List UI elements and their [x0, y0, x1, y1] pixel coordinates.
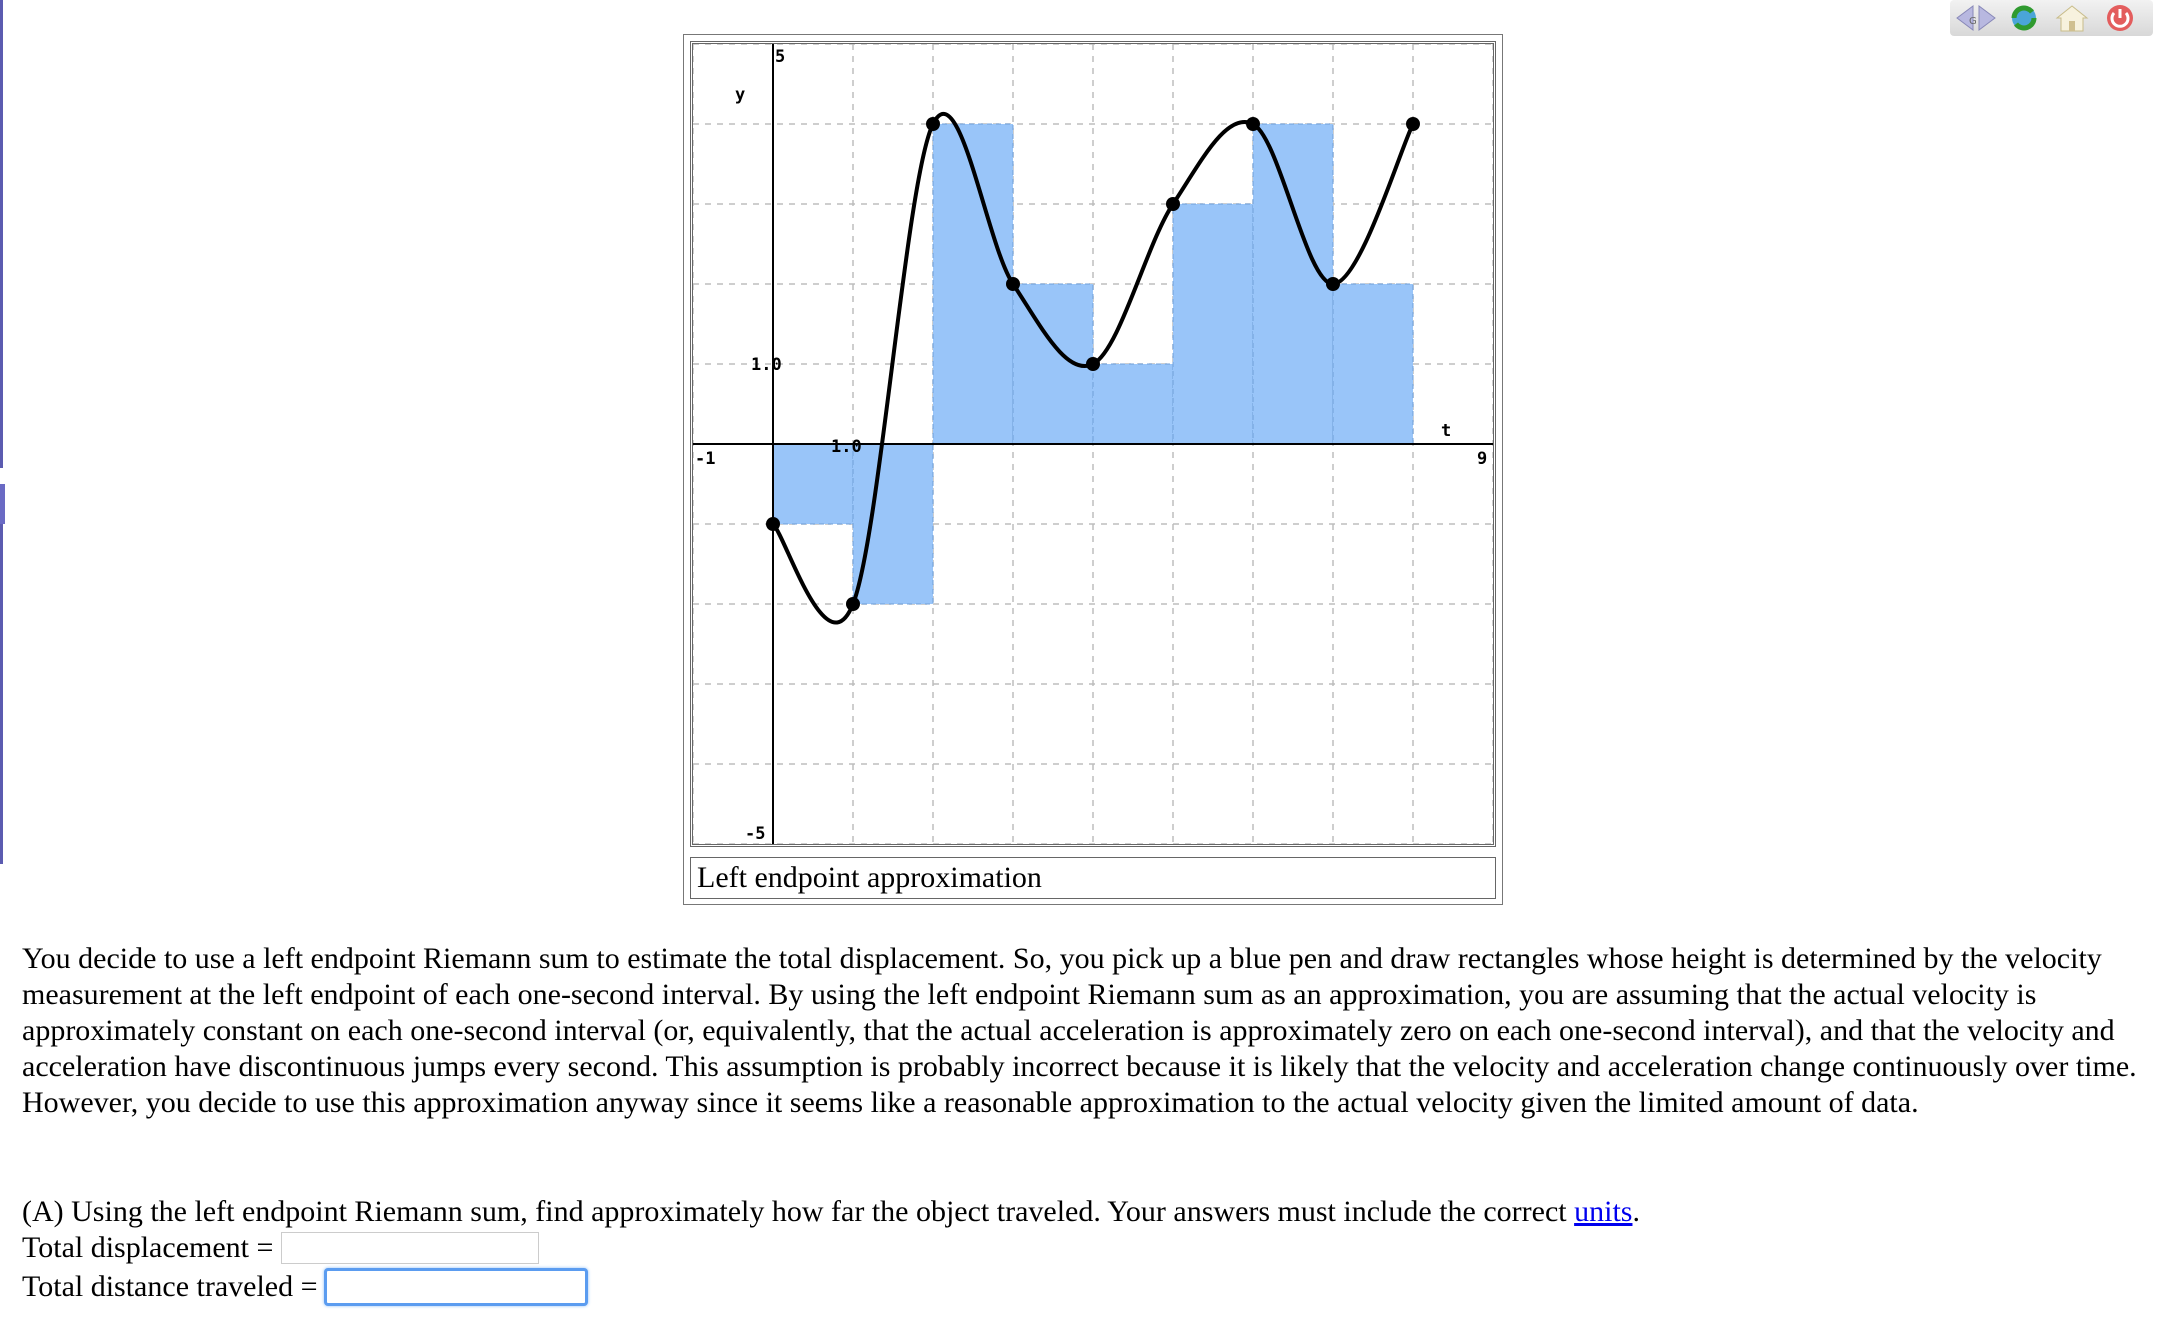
- riemann-rectangle: [1093, 364, 1173, 444]
- question-a: [22, 1194, 2162, 1230]
- graph-caption: Left endpoint approximation: [690, 857, 1496, 899]
- units-link[interactable]: units: [1574, 1195, 1633, 1228]
- question-period: .: [1632, 1195, 1640, 1228]
- data-point: [846, 597, 860, 611]
- riemann-rectangle: [1173, 204, 1253, 444]
- data-point: [1086, 357, 1100, 371]
- graph-frame: [690, 41, 1496, 847]
- y-min-label: -5: [745, 824, 766, 844]
- distance-row: [22, 1268, 588, 1306]
- y-max-label: 5: [775, 47, 786, 67]
- explanation-paragraph: You decide to use a left endpoint Riemann sum to estimate the total displacement. So, you pick up a blue pen and draw rectangles whose height is determined by the velocity measurement at the left endpoint of each one-second interval. By using the left endpoint Riemann sum as an approximation, you are assuming that the actual velocity is approximately constant on each one-second interval (or, equivalently, that the actual acceleration is approximately zero on each one-second interval), and that the velocity and acceleration have discontinuous jumps every second. This assumption is probably incorrect because it is likely that the velocity and acceleration change continuously over time. However, you decide to use this approximation anyway since it seems like a reasonable approximation to the actual velocity given the limited amount of data.: [22, 942, 2137, 1119]
- previous-next-icon[interactable]: [1954, 1, 1998, 35]
- data-point: [766, 517, 780, 531]
- data-point: [1006, 277, 1020, 291]
- power-icon[interactable]: [2098, 1, 2142, 35]
- home-icon[interactable]: [2050, 1, 2094, 35]
- displacement-label: Total displacement =: [22, 1231, 274, 1264]
- left-border-tab: [0, 484, 5, 524]
- data-point: [1406, 117, 1420, 131]
- riemann-rectangle: [1333, 284, 1413, 444]
- displacement-row: [22, 1230, 539, 1266]
- riemann-rectangle: [1253, 124, 1333, 444]
- t-tick-label: 1.0: [831, 437, 862, 457]
- distance-input[interactable]: [324, 1268, 588, 1306]
- t-min-label: -1: [695, 449, 716, 469]
- svg-text:G: G: [1969, 16, 1977, 27]
- distance-label: Total distance traveled =: [22, 1270, 318, 1303]
- left-border-top: [0, 0, 3, 468]
- displacement-input[interactable]: [281, 1232, 539, 1264]
- left-border-bottom: [0, 484, 3, 864]
- graph-figure: [683, 34, 1503, 905]
- navigation-toolbar: [1950, 0, 2153, 36]
- refresh-icon[interactable]: [2002, 1, 2046, 35]
- y-axis-label: y: [735, 85, 746, 105]
- t-max-label: 9: [1477, 449, 1488, 469]
- t-axis-label: t: [1441, 421, 1452, 441]
- y-tick-label: 1.0: [751, 355, 782, 375]
- velocity-graph: [693, 44, 1493, 844]
- data-point: [926, 117, 940, 131]
- riemann-rectangle: [853, 444, 933, 604]
- data-point: [1246, 117, 1260, 131]
- data-point: [1166, 197, 1180, 211]
- data-point: [1326, 277, 1340, 291]
- question-text: (A) Using the left endpoint Riemann sum, find approximately how far the object traveled. Your answers must include the correct: [22, 1195, 1575, 1228]
